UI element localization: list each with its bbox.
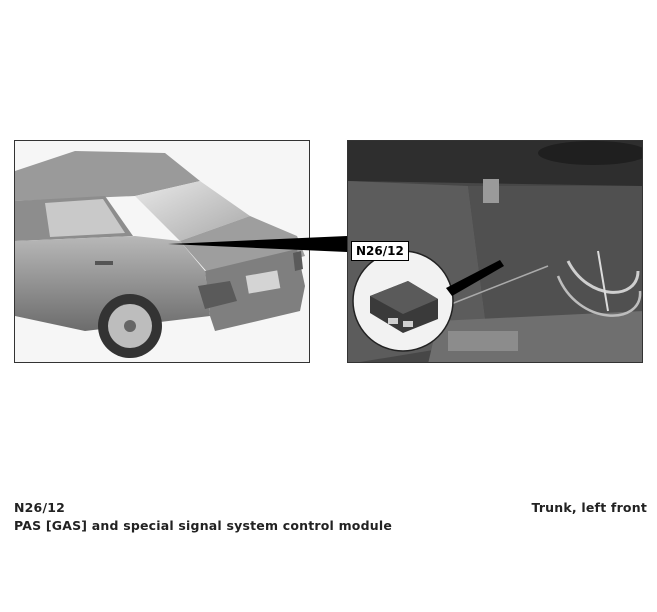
- component-code: N26/12: [14, 500, 66, 515]
- component-description: PAS [GAS] and special signal system control module: [14, 518, 393, 533]
- component-callout-label: N26/12: [351, 241, 409, 261]
- component-location: Trunk, left front: [531, 500, 647, 515]
- vehicle-rear-view-image: [14, 140, 310, 363]
- vehicle-illustration: [15, 141, 310, 363]
